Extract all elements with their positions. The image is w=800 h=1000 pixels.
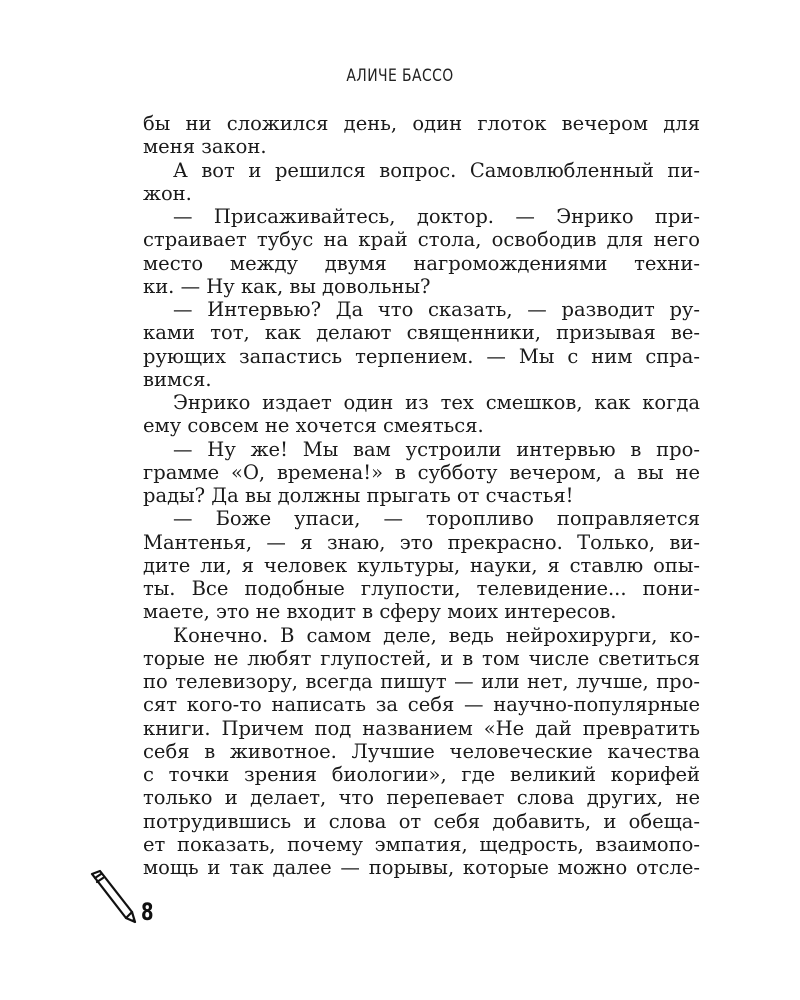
text-line: потрудившись и слова от себя добавить, и обеща- — [143, 809, 700, 833]
text-line: себя в животное. Лучшие человеческие качества — [143, 739, 700, 763]
text-line: только и делает, что перепевает слова других, не — [143, 786, 700, 810]
pen-icon — [88, 868, 140, 928]
text-line: ты. Все подобные глупости, телевидение... пони- — [143, 577, 700, 600]
text-line: бы ни сложился день, один глоток вечером для — [143, 112, 700, 135]
text-line: рады? Да вы должны прыгать от счастья! — [143, 484, 574, 507]
text-line: страивает тубус на край стола, освободив для него — [143, 228, 700, 252]
body-text — [143, 112, 700, 879]
text-line: Мантенья, — я знаю, это прекрасно. Только, ви- — [143, 530, 700, 554]
text-line: — Интервью? Да что сказать, — разводит ру- — [173, 298, 700, 321]
text-line: с точки зрения биологии», где великий корифей — [143, 763, 700, 786]
text-line: маете, это не входит в сферу моих интересов. — [143, 600, 617, 624]
text-line: мощь и так далее — порывы, которые можно отсле- — [143, 856, 700, 879]
text-line: ками тот, как делают священники, призывая ве- — [143, 321, 700, 345]
page-number: 8 — [141, 898, 154, 926]
text-line: ет показать, почему эмпатия, щедрость, взаимопо- — [143, 832, 700, 856]
text-line: книги. Причем под названием «Не дай превратить — [143, 716, 700, 740]
text-line: ки. — Ну как, вы довольны? — [143, 274, 431, 298]
text-line: ему совсем не хочется смеяться. — [143, 414, 484, 438]
text-line: рующих запастись терпением. — Мы с ним спра- — [143, 344, 700, 368]
text-line: торые не любят глупостей, и в том числе светиться — [143, 646, 700, 670]
text-line: меня закон. — [143, 135, 267, 159]
text-line: сят кого-то написать за себя — научно-популярные — [143, 693, 700, 717]
text-line: Энрико издает один из тех смешков, как когда — [173, 391, 700, 414]
text-line: место между двумя нагромождениями техни- — [143, 251, 700, 275]
text-line: жон. — [143, 181, 192, 205]
text-line: вимся. — [143, 367, 212, 391]
running-head: АЛИЧЕ БАССО — [346, 66, 454, 86]
text-line: грамме «О, времена!» в субботу вечером, а вы не — [143, 460, 700, 484]
text-line: — Боже упаси, — торопливо поправляется — [173, 507, 700, 531]
text-line: дите ли, я человек культуры, науки, я ставлю опы- — [143, 553, 700, 577]
folio — [88, 868, 168, 928]
text-line: — Ну же! Мы вам устроили интервью в про- — [173, 437, 700, 461]
text-line: — Присаживайтесь, доктор. — Энрико при- — [173, 205, 700, 228]
text-line: по телевизору, всегда пишут — или нет, лучше, про- — [143, 670, 700, 693]
text-line: Конечно. В самом деле, ведь нейрохирурги, ко- — [173, 623, 700, 647]
text-line: А вот и решился вопрос. Самовлюбленный пи- — [173, 158, 700, 182]
